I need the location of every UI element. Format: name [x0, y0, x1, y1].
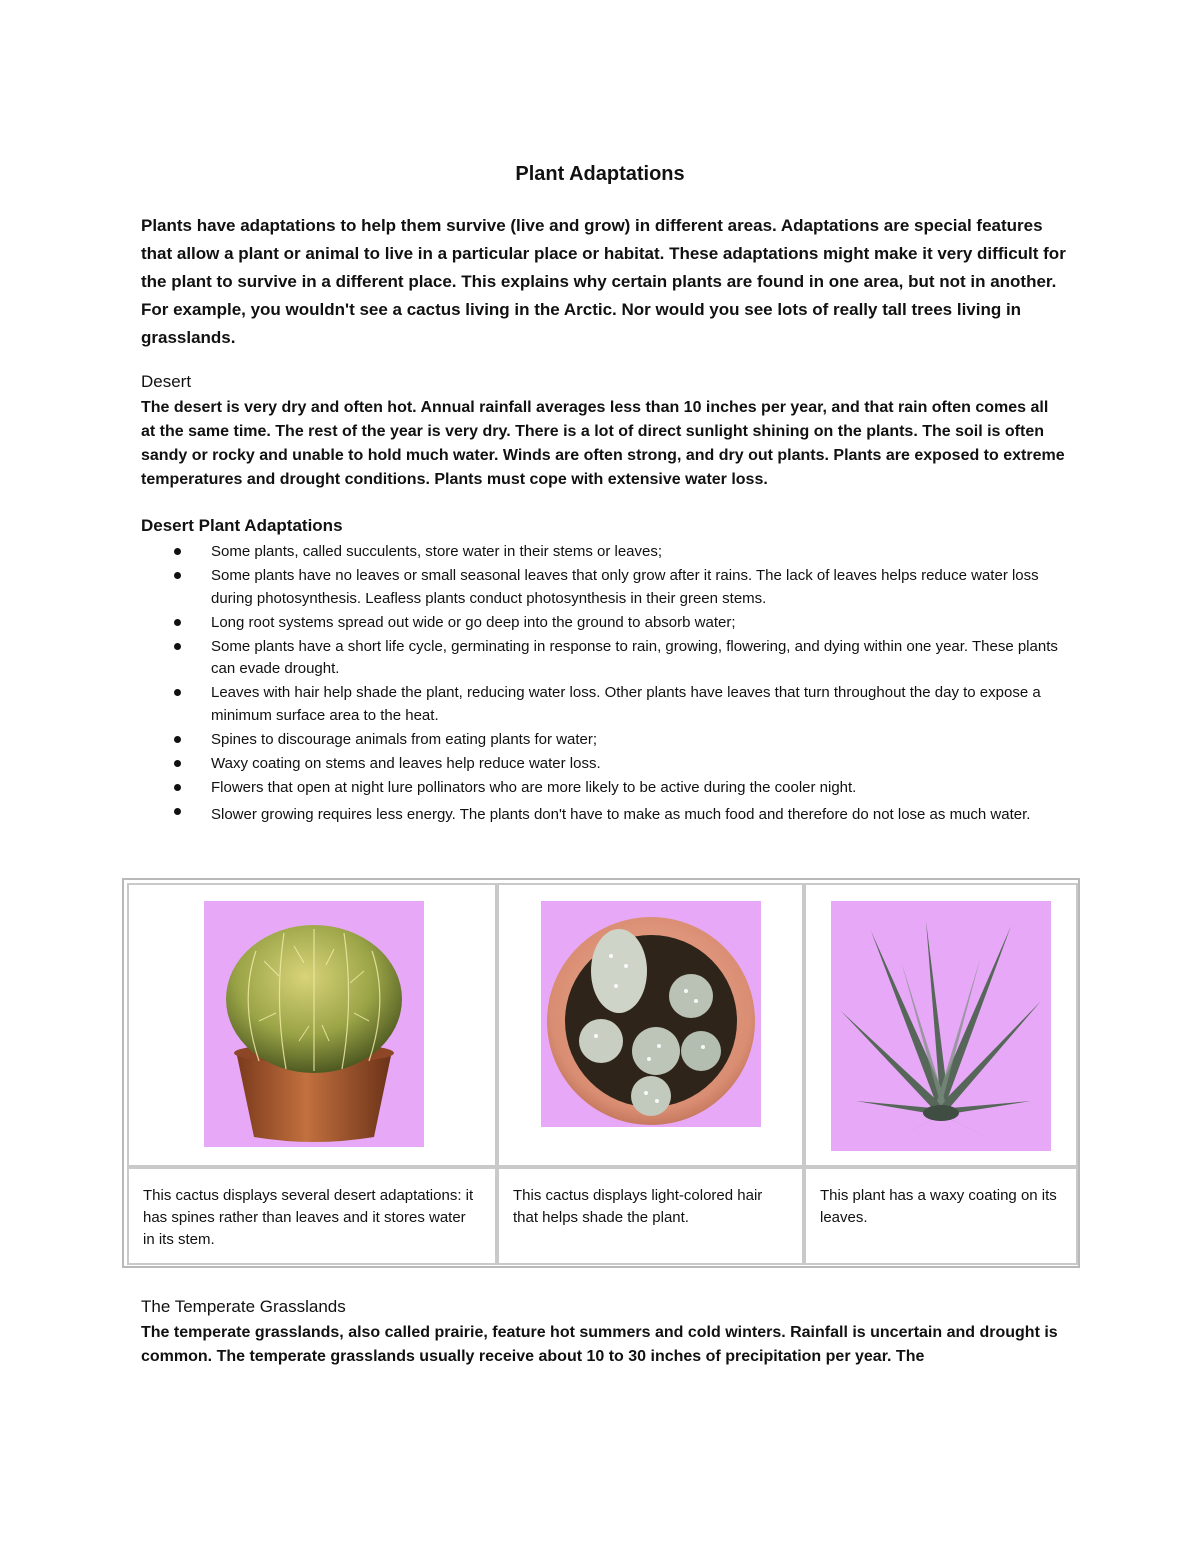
desert-heading: Desert	[141, 372, 192, 391]
list-item: Some plants, called succulents, store water in their stems or leaves;	[141, 541, 1066, 564]
list-item: Waxy coating on stems and leaves help reduce water loss.	[141, 753, 1066, 776]
caption-hairy-cactus: This cactus displays light-colored hair that helps shade the plant.	[513, 1187, 763, 1226]
table-cell-hairy-cactus-image	[497, 883, 804, 1167]
bullet-icon	[174, 572, 181, 579]
barrel-cactus-image	[204, 901, 424, 1147]
list-item: Flowers that open at night lure pollinators who are more likely to be active during the cooler night.	[141, 777, 1066, 800]
caption-barrel-cactus: This cactus displays several desert adaptations: it has spines rather than leaves and it stores water in its stem.	[143, 1187, 474, 1248]
bullet-icon	[174, 808, 181, 815]
table-cell-agave-image	[804, 883, 1078, 1167]
list-item: Leaves with hair help shade the plant, reducing water loss. Other plants have leaves that turn throughout the day to expose a minimum surface area to the heat.	[141, 682, 1066, 727]
hairy-cactus-illustration	[541, 901, 761, 1127]
grasslands-heading: The Temperate Grasslands	[141, 1297, 346, 1316]
bullet-icon	[174, 548, 181, 555]
agave-illustration	[831, 901, 1051, 1151]
caption-agave: This plant has a waxy coating on its leaves.	[820, 1187, 1057, 1226]
desert-adaptations-heading: Desert Plant Adaptations	[141, 516, 343, 535]
grasslands-paragraph: The temperate grasslands, also called prairie, feature hot summers and cold winters. Rainfall is uncertain and drought is common. The temperate grasslands usually receive about 10 to 30 inches of precipitation per year. The	[141, 1324, 1058, 1365]
bullet-icon	[174, 760, 181, 767]
agave-image	[831, 901, 1051, 1151]
list-item: Some plants have no leaves or small seasonal leaves that only grow after it rains. The lack of leaves helps reduce water loss during photosynthesis. Leafless plants conduct photosynthesis in their green stems.	[141, 565, 1066, 610]
table-cell-caption-3	[804, 1167, 1078, 1265]
bullet-icon	[174, 689, 181, 696]
list-item: Slower growing requires less energy. The plants don't have to make as much food and therefore do not lose as much water.	[141, 801, 1066, 828]
bullet-icon	[174, 736, 181, 743]
hairy-cactus-image	[541, 901, 761, 1127]
bullet-icon	[174, 784, 181, 791]
plant-images-table	[122, 878, 1080, 1268]
bullet-icon	[174, 643, 181, 650]
list-item: Some plants have a short life cycle, germinating in response to rain, growing, flowering, and dying within one year. These plants can evade drought.	[141, 636, 1066, 681]
table-cell-barrel-cactus-image	[127, 883, 497, 1167]
barrel-cactus-illustration	[204, 901, 424, 1147]
list-item: Spines to discourage animals from eating plants for water;	[141, 729, 1066, 752]
table-cell-caption-1	[127, 1167, 497, 1265]
intro-paragraph: Plants have adaptations to help them survive (live and grow) in different areas. Adaptations are special features that allow a plant or animal to live in a particular place or habitat. These adaptations might make it very difficult for the plant to survive in a different place. This explains why certain plants are found in one area, but not in another. For example, you wouldn't see a cactus living in the Arctic. Nor would you see lots of really tall trees living in grasslands.	[141, 216, 1066, 347]
desert-paragraph: The desert is very dry and often hot. Annual rainfall averages less than 10 inches per year, and that rain often comes all at the same time. The rest of the year is very dry. There is a lot of direct sunlight shining on the plants. The soil is often sandy or rocky and unable to hold much water. Winds are often strong, and dry out plants. Plants are exposed to extreme temperatures and drought conditions. Plants must cope with extensive water loss.	[141, 399, 1065, 488]
list-item: Long root systems spread out wide or go deep into the ground to absorb water;	[141, 612, 1066, 635]
page-title: Plant Adaptations	[515, 163, 685, 185]
table-cell-caption-2	[497, 1167, 804, 1265]
bullet-icon	[174, 619, 181, 626]
desert-adaptations-list	[141, 541, 1066, 829]
